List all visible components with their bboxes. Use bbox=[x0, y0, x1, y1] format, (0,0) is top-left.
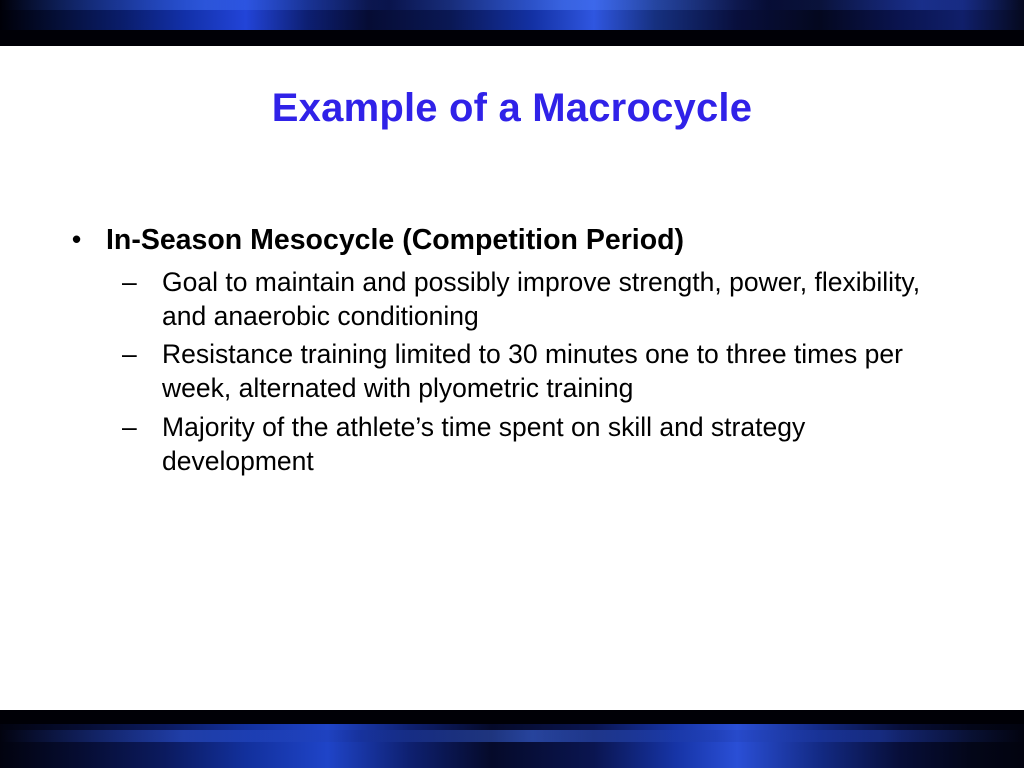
list-item bbox=[106, 338, 968, 406]
dash-bullet-icon: – bbox=[122, 266, 137, 297]
bullet-point-icon: • bbox=[72, 224, 82, 254]
bottom-band-black-strip bbox=[0, 710, 1024, 724]
top-decorative-band bbox=[0, 0, 1024, 46]
list-item bbox=[106, 266, 968, 334]
list-item-label: Goal to maintain and possibly improve strength, power, flexibility, and anaerobic conditioning bbox=[162, 266, 921, 331]
bottom-band-highlight bbox=[0, 730, 1024, 742]
page-title: Example of a Macrocycle bbox=[271, 86, 753, 130]
list-item-label: Majority of the athlete’s time spent on skill and strategy development bbox=[162, 412, 806, 477]
dash-bullet-icon: – bbox=[122, 412, 137, 443]
top-band-black-strip bbox=[0, 30, 1024, 46]
list-item bbox=[106, 411, 968, 479]
top-band-highlight bbox=[0, 0, 1024, 10]
list-item-label: Resistance training limited to 30 minutes one to three times per week, alternated with plyometric training bbox=[162, 339, 903, 404]
dash-bullet-icon: – bbox=[122, 339, 137, 370]
list-item-label: In-Season Mesocycle (Competition Period) bbox=[106, 224, 685, 256]
slide-content bbox=[64, 224, 968, 484]
sub-bullet-list bbox=[106, 266, 968, 479]
bullet-list bbox=[64, 224, 968, 479]
bottom-decorative-band bbox=[0, 710, 1024, 768]
list-item bbox=[64, 224, 968, 479]
